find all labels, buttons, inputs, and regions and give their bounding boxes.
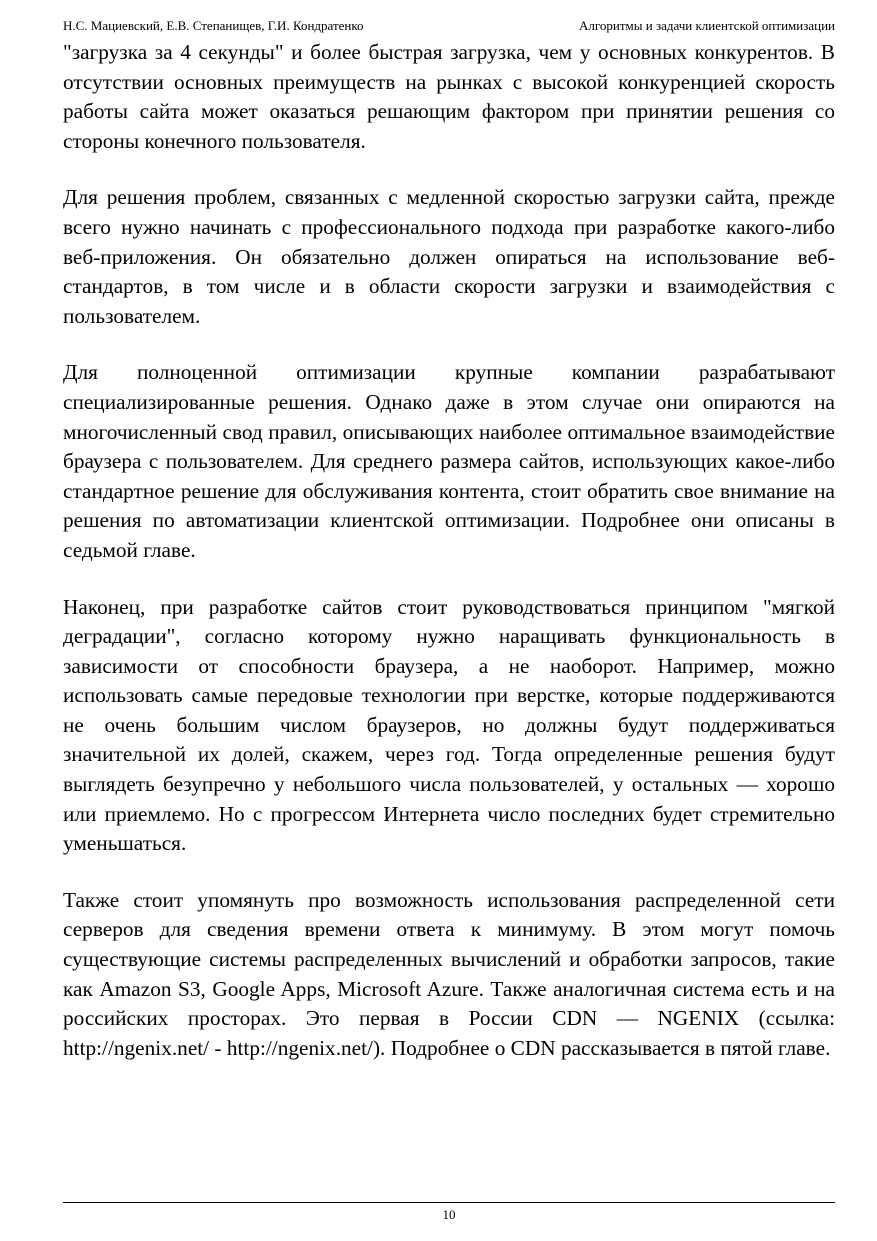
header-authors: Н.С. Мациевский, Е.В. Степанищев, Г.И. Кондратенко [63, 18, 364, 33]
paragraph-4: Наконец, при разработке сайтов стоит руководствоваться принципом "мягкой деградации", согласно которому нужно наращивать функциональность в зависимости от способности браузера, а не наоборот. Например, можно использовать самые передовые технологии при верстке, которые поддерживаются не очень большим числом браузеров, но должны будут поддерживаться значительной их долей, скажем, через год. Тогда определенные решения будут выглядеть безупречно у небольшого числа пользователей, у остальных — хорошо или приемлемо. Но с прогрессом Интернета число последних будет стремительно уменьшаться. [63, 594, 835, 856]
footer-divider [63, 1202, 835, 1203]
paragraph-2: Для решения проблем, связанных с медленной скоростью загрузки сайта, прежде всего нужно начинать с профессионального подхода при разработке какого-либо веб-приложения. Он обязательно должен опираться на использование веб-стандартов, в том числе и в области скорости загрузки и взаимодействия с пользователем. [63, 185, 835, 328]
running-header [63, 17, 835, 35]
page-body [63, 38, 835, 1090]
page-number: 10 [442, 1207, 456, 1222]
paragraph-5: Также стоит упомянуть про возможность использования распределенной сети серверов для сведения времени ответа к минимуму. В этом могут помочь существующие системы распределенных вычислений и обработки запросов, такие как Amazon S3, Google Apps, Microsoft Azure. Также аналогичная система есть и на российских просторах. Это первая в России CDN — NGENIX (ссылка: http://ngenix.net/ - http://ngenix.net/). Подробнее о CDN рассказывается в пятой главе. [63, 887, 835, 1060]
paragraph-1: "загрузка за 4 секунды" и более быстрая загрузка, чем у основных конкурентов. В отсутствии основных преимуществ на рынках с высокой конкуренцией скорость работы сайта может оказаться решающим фактором при принятии решения со стороны конечного пользователя. [63, 40, 835, 153]
header-book-title: Алгоритмы и задачи клиентской оптимизации [579, 18, 835, 33]
paragraph-3: Для полноценной оптимизации крупные компании разрабатывают специализированные решения. Однако даже в этом случае они опираются на многочисленный свод правил, описывающих наиболее оптимальное взаимодействие браузера с пользователем. Для среднего размера сайтов, использующих какое-либо стандартное решение для обслуживания контента, стоит обратить свое внимание на решения по автоматизации клиентской оптимизации. Подробнее они описаны в седьмой главе. [63, 360, 835, 562]
